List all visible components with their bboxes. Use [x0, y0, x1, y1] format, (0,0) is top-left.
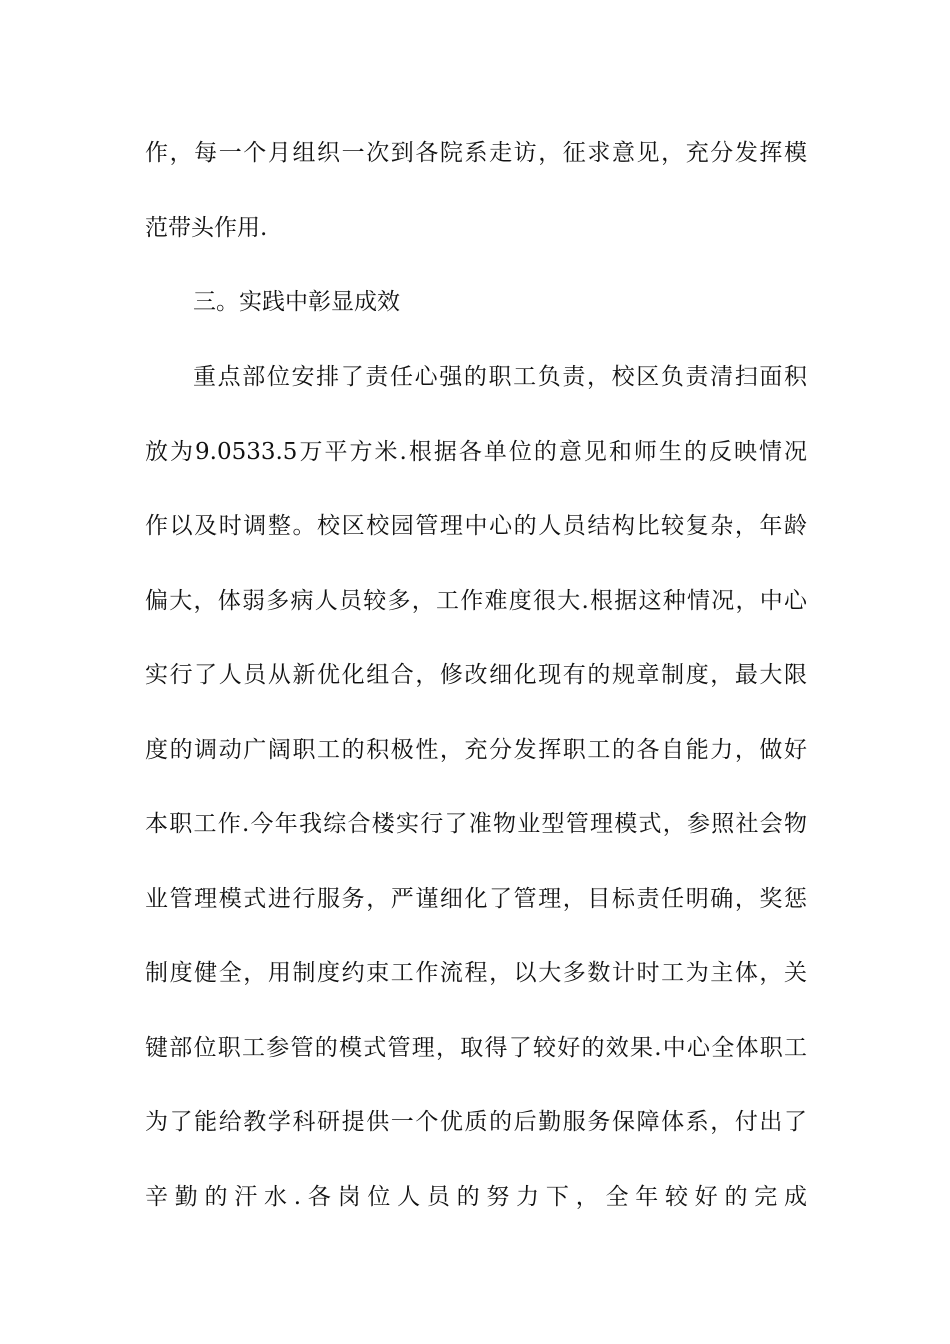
text-line: 辛勤的汗水.各岗位人员的努力下，全年较好的完成	[145, 1184, 807, 1210]
text-line: 重点部位安排了责任心强的职工负责，校区负责清扫面积	[193, 364, 807, 390]
text-line: 本职工作.今年我综合楼实行了准物业型管理模式，参照社会物	[145, 811, 807, 837]
text-line: 偏大，体弱多病人员较多，工作难度很大.根据这种情况，中心	[145, 588, 807, 614]
text-line: 制度健全，用制度约束工作流程，以大多数计时工为主体，关	[145, 960, 807, 986]
text-line: 业管理模式进行服务，严谨细化了管理，目标责任明确，奖惩	[145, 886, 807, 912]
text-line: 键部位职工参管的模式管理，取得了较好的效果.中心全体职工	[145, 1035, 807, 1061]
text-line: 放为9.0533.5万平方米.根据各单位的意见和师生的反映情况	[145, 439, 807, 465]
text-line: 为了能给教学科研提供一个优质的后勤服务保障体系，付出了	[145, 1109, 807, 1135]
section-heading: 三。实践中彰显成效	[193, 289, 400, 315]
text-line: 实行了人员从新优化组合，修改细化现有的规章制度，最大限	[145, 662, 807, 688]
text-line: 作，每一个月组织一次到各院系走访，征求意见，充分发挥模	[145, 140, 807, 166]
text-line: 度的调动广阔职工的积极性，充分发挥职工的各自能力，做好	[145, 737, 807, 763]
text-line: 作以及时调整。校区校园管理中心的人员结构比较复杂，年龄	[145, 513, 807, 539]
text-line: 范带头作用.	[145, 215, 268, 241]
